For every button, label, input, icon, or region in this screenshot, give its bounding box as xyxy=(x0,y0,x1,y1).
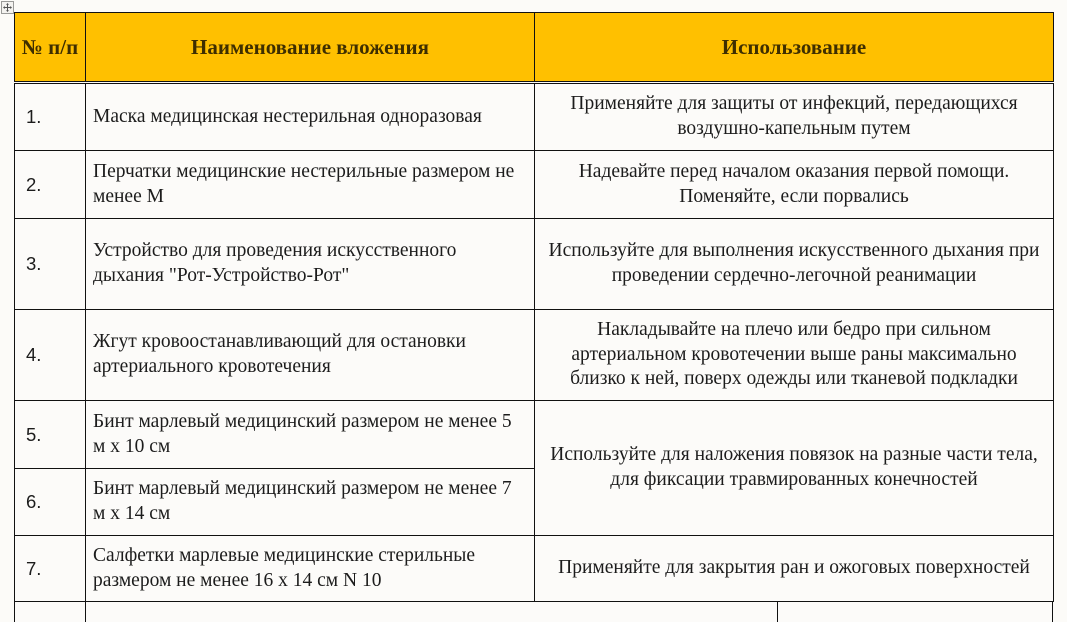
header-cell-name: Наименование вложения xyxy=(86,13,535,83)
table-row xyxy=(15,219,1054,310)
row-number: 2. xyxy=(15,151,86,219)
table-move-handle-icon[interactable] xyxy=(1,1,14,14)
row-number: 3. xyxy=(15,219,86,310)
item-use: Применяйте для закрытия ран и ожоговых поверхностей xyxy=(535,536,1054,602)
item-use: Применяйте для защиты от инфекций, передающихся воздушно-капельным путем xyxy=(535,83,1054,151)
item-name: Жгут кровоостанавливающий для остановки артериального кровотечения xyxy=(86,310,535,401)
table-row xyxy=(15,83,1054,151)
table-row xyxy=(15,536,1054,602)
item-use: Накладывайте на плечо или бедро при сильном артериальном кровотечении выше раны максимально близко к ней, поверх одежды или тканевой подкладки xyxy=(535,310,1054,401)
item-name: Перчатки медицинские нестерильные размером не менее М xyxy=(86,151,535,219)
row-number: 1. xyxy=(15,83,86,151)
next-table-row-cutoff xyxy=(14,602,1053,622)
table-row xyxy=(15,151,1054,219)
table-row xyxy=(15,401,1054,469)
cell-divider xyxy=(777,602,778,622)
table-header-row xyxy=(15,13,1054,83)
item-name: Бинт марлевый медицинский размером не менее 5 м х 10 см xyxy=(86,401,535,469)
item-use: Используйте для выполнения искусственного дыхания при проведении сердечно-легочной реанимации xyxy=(535,219,1054,310)
first-aid-kit-table xyxy=(14,12,1054,602)
item-name: Бинт марлевый медицинский размером не менее 7 м х 14 см xyxy=(86,469,535,536)
row-number: 5. xyxy=(15,401,86,469)
row-number: 4. xyxy=(15,310,86,401)
item-use-merged: Используйте для наложения повязок на разные части тела, для фиксации травмированных конечностей xyxy=(535,401,1054,536)
table-row xyxy=(15,310,1054,401)
header-cell-use: Использование xyxy=(535,13,1054,83)
row-number: 6. xyxy=(15,469,86,536)
item-name: Салфетки марлевые медицинские стерильные размером не менее 16 х 14 см N 10 xyxy=(86,536,535,602)
row-number: 7. xyxy=(15,536,86,602)
item-use: Надевайте перед началом оказания первой помощи. Поменяйте, если порвались xyxy=(535,151,1054,219)
cell-divider xyxy=(85,602,86,622)
header-cell-number: № п/п xyxy=(15,13,86,83)
item-name: Маска медицинская нестерильная одноразовая xyxy=(86,83,535,151)
item-name: Устройство для проведения искусственного дыхания "Рот-Устройство-Рот" xyxy=(86,219,535,310)
